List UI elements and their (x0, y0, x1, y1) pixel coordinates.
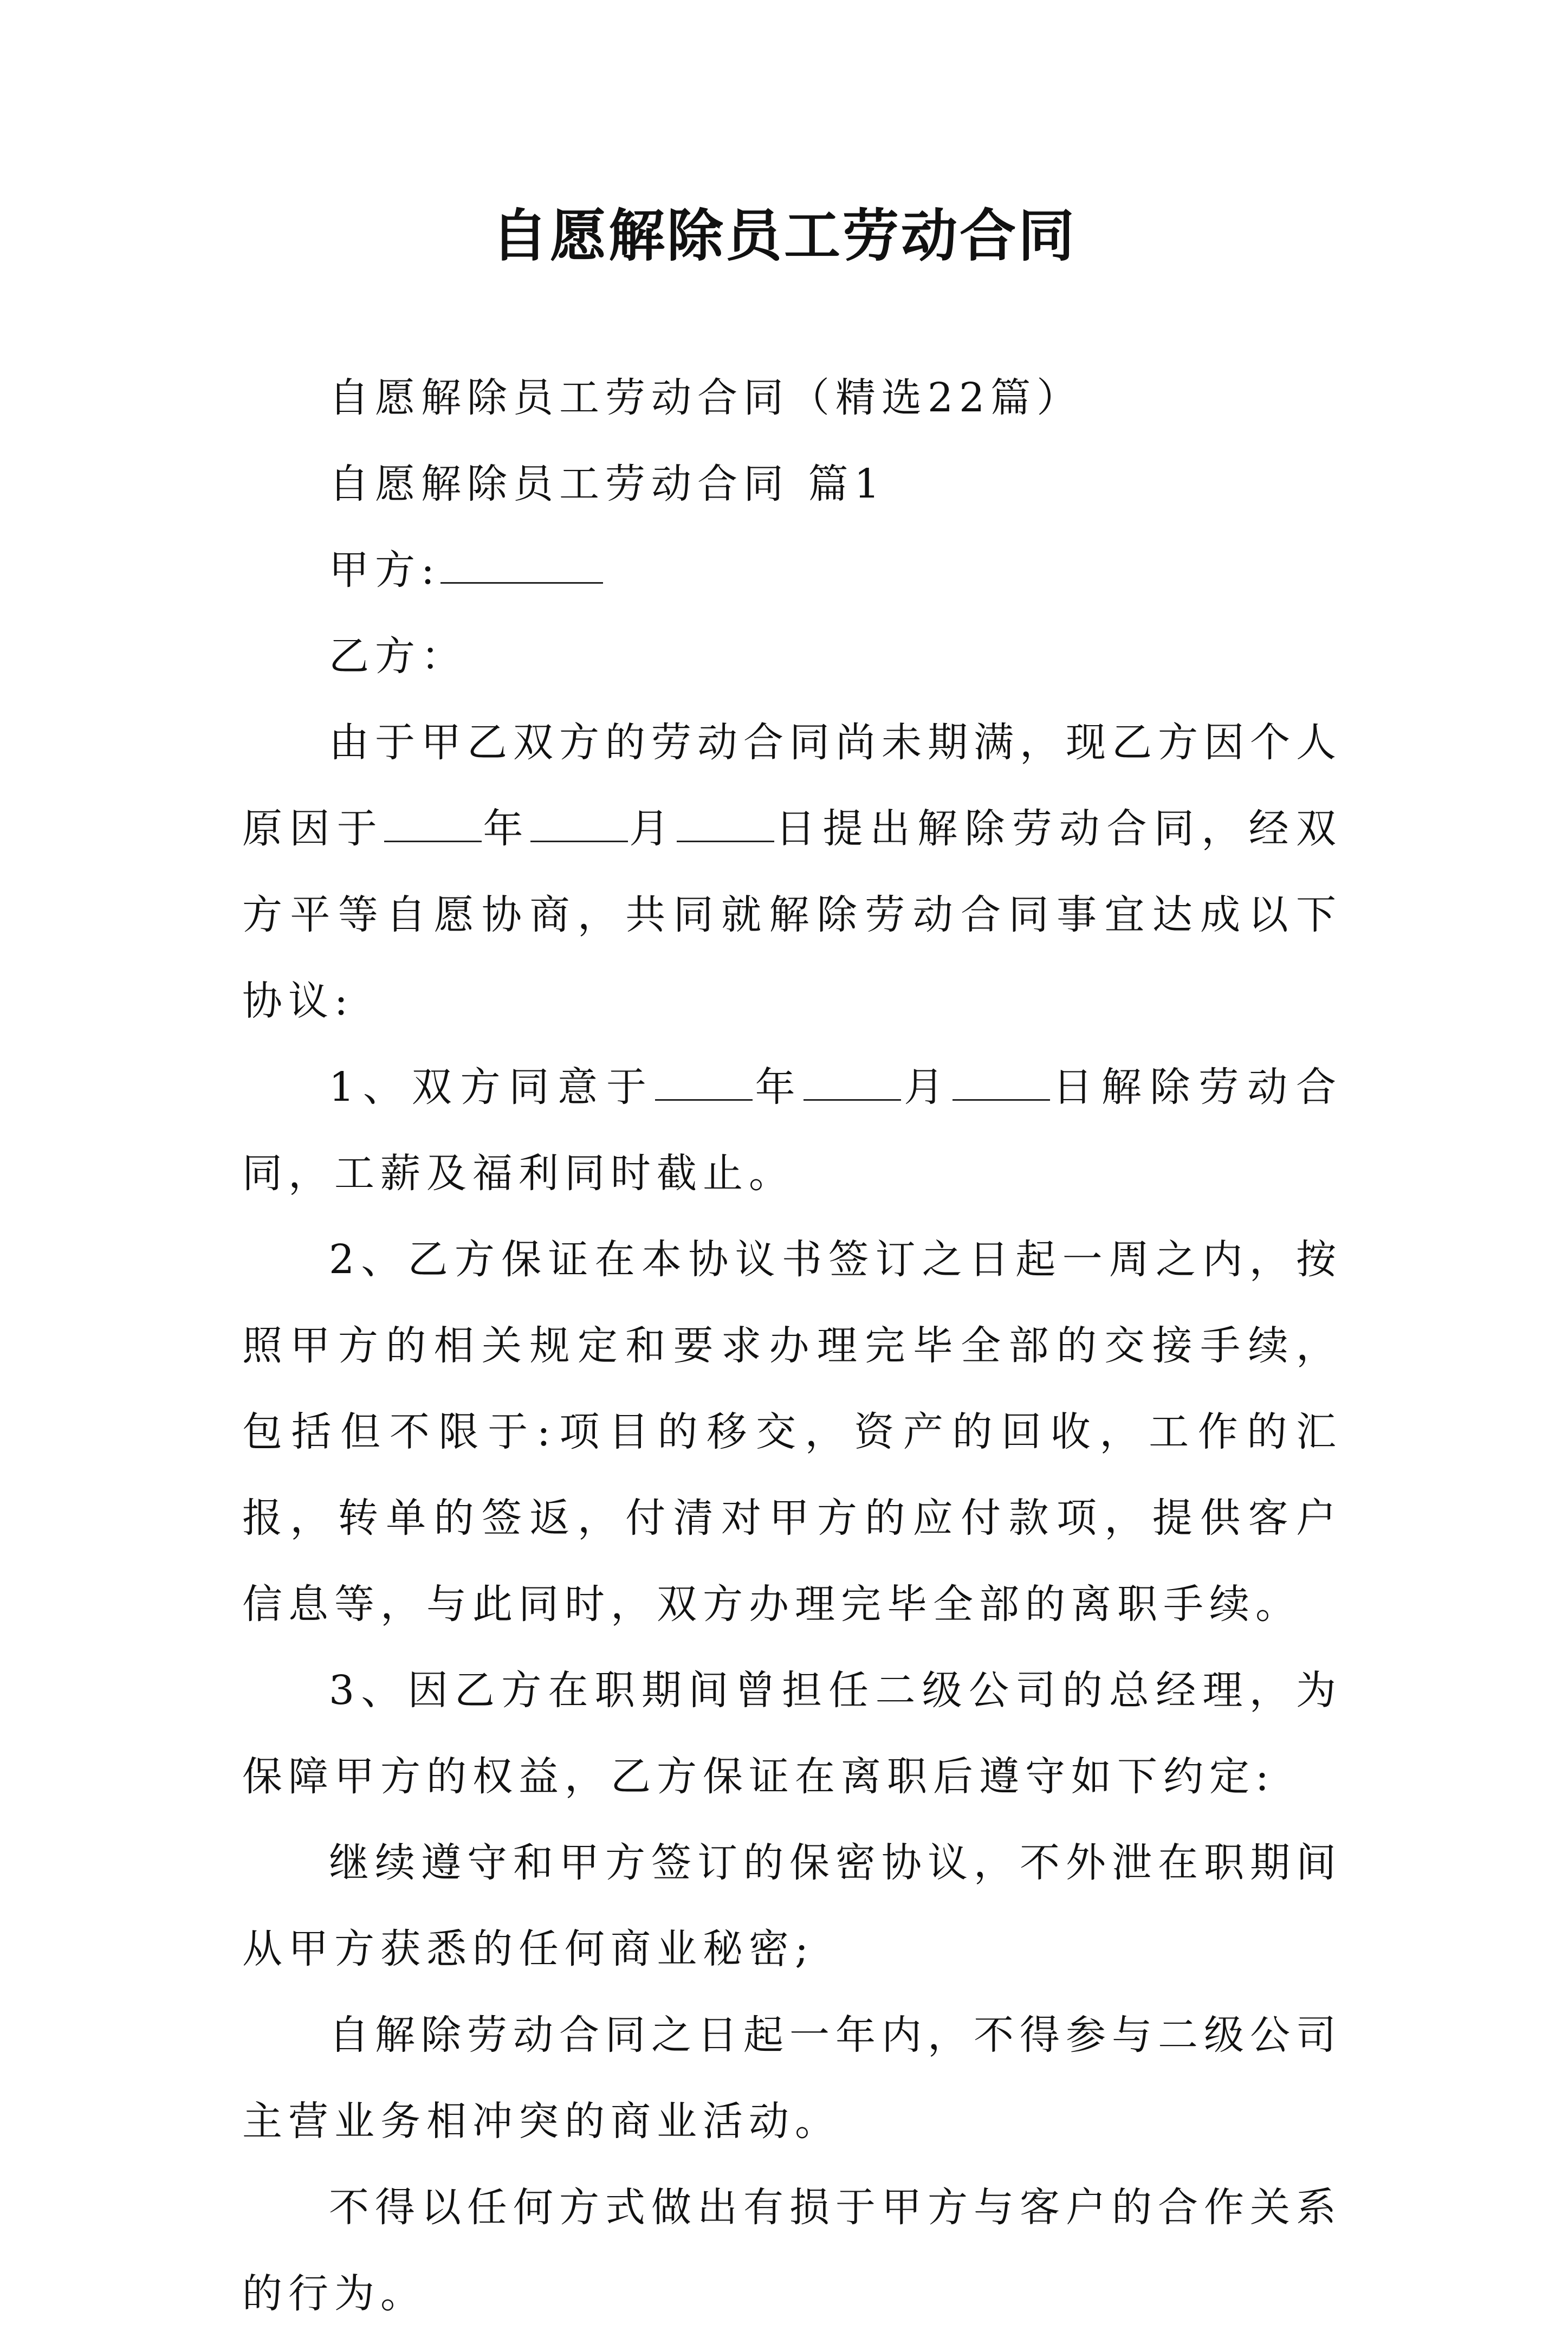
clause-1-month-label: 月 (901, 1064, 953, 1111)
month-blank (530, 808, 628, 842)
clause-1-month-blank (804, 1067, 901, 1101)
clause-1-day-blank (953, 1067, 1050, 1101)
clause-1-year-blank (655, 1067, 753, 1101)
intro-text-2: 日提出解除劳动合同，经双方平等自愿协商，共同就解除劳动合同事宜达成以下协议: (242, 805, 1343, 1024)
clause-3-item-3: 不得以任何方式做出有损于甲方与客户的合作关系的行为。 (242, 2184, 1342, 2317)
clause-1-text-2: 日解除劳动合同，工薪及福利同时截止。 (242, 1064, 1343, 1197)
document-body (242, 355, 1342, 2337)
party-b-line (242, 614, 1342, 700)
clause-1 (242, 1044, 1342, 1217)
party-a-line (242, 527, 1342, 614)
clause-3: 3、因乙方在职期间曾担任二级公司的总经理，为保障甲方的权益，乙方保证在离职后遵守如下约定: (242, 1667, 1342, 1800)
chapter-heading: 自愿解除员工劳动合同 篇1 (329, 461, 886, 507)
clause-3-item-1: 继续遵守和甲方签订的保密协议，不外泄在职期间从甲方获悉的任何商业秘密; (242, 1839, 1342, 1972)
intro-paragraph (242, 700, 1342, 1044)
party-b-label: 乙方： (329, 633, 467, 680)
month-label: 月 (627, 805, 677, 852)
clause-2: 2、乙方保证在本协议书签订之日起一周之内，按照甲方的相关规定和要求办理完毕全部的交接手续，包括但不限于:项目的移交，资产的回收，工作的汇报，转单的签返，付清对甲方的应付款项，提供客户信息等，与此同时，双方办理完毕全部的离职手续。 (242, 1236, 1342, 1628)
party-a-blank (440, 550, 603, 584)
year-label: 年 (482, 805, 530, 852)
clause-3-item-2: 自解除劳动合同之日起一年内，不得参与二级公司主营业务相冲突的商业活动。 (242, 2012, 1342, 2145)
clause-1-year-label: 年 (752, 1064, 804, 1111)
day-blank (677, 808, 774, 842)
party-a-label: 甲方: (329, 547, 440, 593)
document-title: 自愿解除员工劳动合同 (491, 202, 1077, 269)
intro-text-1: 由于甲乙双方的劳动合同尚未期满，现乙方因个人原因于 (242, 719, 1342, 852)
year-blank (384, 808, 482, 842)
clause-1-text-1: 1、双方同意于 (329, 1064, 655, 1111)
subtitle: 自愿解除员工劳动合同（精选22篇） (329, 375, 1083, 421)
